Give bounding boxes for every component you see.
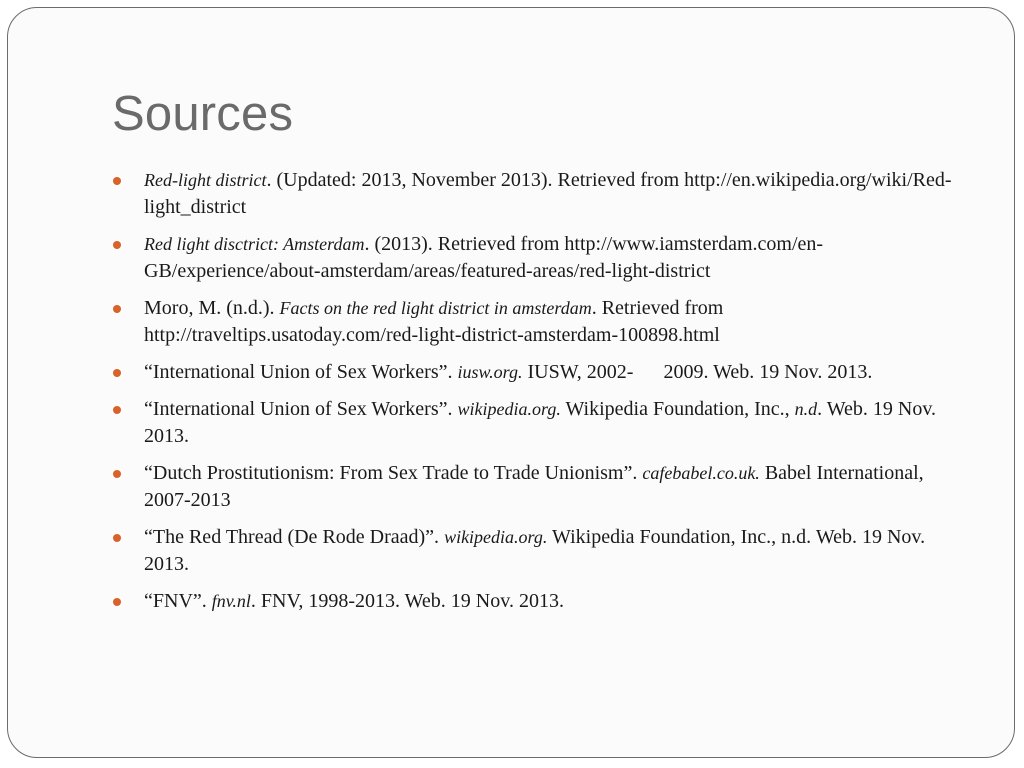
source-publisher: Wikipedia Foundation, Inc., [560, 398, 795, 420]
source-text: IUSW, 2002- 2009. Web. 19 Nov. 2013. [522, 361, 873, 383]
bullet-icon [113, 534, 121, 542]
source-item [113, 295, 963, 349]
source-title: Red-light district [144, 170, 267, 190]
source-author: “The Red Thread (De Rode Draad)”. [144, 526, 445, 548]
source-title: fnv.nl [211, 591, 251, 611]
source-text: . Web. 19 Nov. 2013. [144, 398, 937, 447]
bullet-icon [113, 470, 121, 478]
source-text: Babel International, 2007-2013 [144, 462, 924, 511]
source-author: “Dutch Prostitutionism: From Sex Trade to Trade Unionism”. [144, 462, 643, 484]
source-item [113, 231, 963, 285]
bullet-icon [113, 177, 121, 185]
source-text: . FNV, 1998-2013. Web. 19 Nov. 2013. [250, 590, 564, 612]
bullet-icon [113, 598, 121, 606]
source-title: cafebabel.co.uk. [642, 463, 760, 483]
source-author: “FNV”. [144, 590, 212, 612]
bullet-icon [113, 369, 121, 377]
source-text: . (2013). Retrieved from http://www.iamsterdam.com/en-GB/experience/about-amsterdam/areas/featured-areas/red-light-district [144, 233, 824, 282]
source-title: Red light disctrict: Amsterdam [144, 234, 365, 254]
source-text: Wikipedia Foundation, Inc., n.d. Web. 19 Nov. 2013. [144, 526, 926, 575]
source-item [113, 460, 963, 514]
source-author: Moro, M. (n.d.). [144, 297, 280, 319]
source-title: wikipedia.org. [457, 399, 561, 419]
source-item [113, 396, 963, 450]
slide-title: Sources [112, 87, 294, 141]
bullet-icon [113, 241, 121, 249]
source-item [113, 588, 963, 615]
source-text: . Retrieved from http://traveltips.usatoday.com/red-light-district-amsterdam-100898.html [144, 297, 724, 346]
sources-list [113, 167, 963, 625]
source-title: wikipedia.org. [444, 527, 548, 547]
source-author: “International Union of Sex Workers”. [144, 398, 458, 420]
bullet-icon [113, 406, 121, 414]
source-text: . (Updated: 2013, November 2013). Retrieved from http://en.wikipedia.org/wiki/Red-light_district [144, 169, 952, 218]
source-item [113, 359, 963, 386]
source-title: Facts on the red light district in amsterdam [279, 298, 592, 318]
source-item [113, 167, 963, 221]
source-title: iusw.org. [457, 362, 523, 382]
bullet-icon [113, 305, 121, 313]
source-item [113, 524, 963, 578]
source-date: n.d [794, 399, 818, 419]
source-author: “International Union of Sex Workers”. [144, 361, 458, 383]
